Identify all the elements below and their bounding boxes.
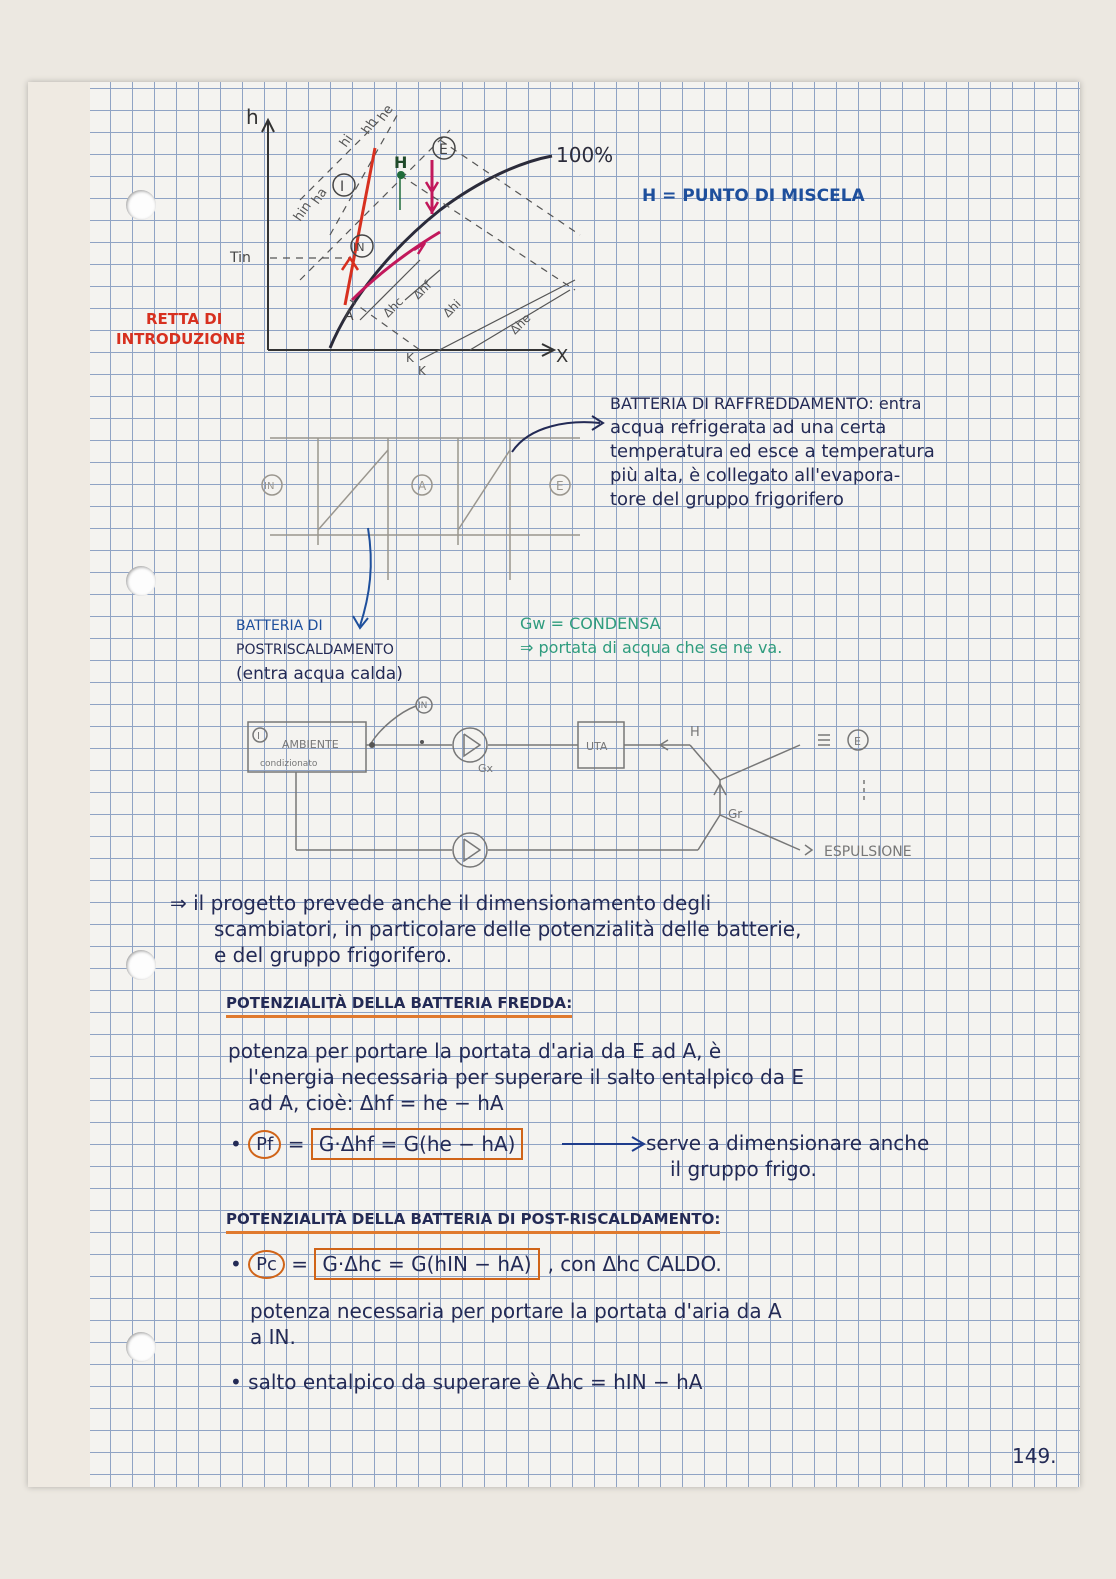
curve-100-label: 100% (556, 143, 614, 167)
h-definition: H = PUNTO DI MISCELA (642, 186, 865, 206)
schema-ambiente-1: AMBIENTE (282, 738, 339, 751)
post-line-3: (entra acqua calda) (236, 664, 403, 684)
he-label: he (374, 102, 397, 125)
pc-desc-line-1: potenza necessaria per portare la portata d'aria da A (250, 1299, 782, 1323)
retta-label-1: RETTA DI (146, 310, 223, 328)
point-in-label: IN (353, 241, 365, 254)
schema-i-label: I (257, 731, 260, 742)
salto-text: salto entalpico da superare è Δhc = hIN − hA (248, 1370, 703, 1394)
schema-gx-label: Gx (478, 762, 494, 775)
ha-label: ha (308, 185, 331, 208)
binder-hole (126, 950, 156, 980)
pc-formula-row: • Pc = G·Δhc = G(hIN − hA) , con Δhc CALDO. (230, 1248, 722, 1280)
pf-arrow (560, 1132, 650, 1158)
hi-label: hi (336, 131, 357, 151)
point-a-label: A (344, 308, 354, 324)
condensa-note (520, 612, 782, 660)
cooling-line-2: acqua refrigerata ad una certa (610, 417, 887, 438)
post-heading: POTENZIALITÀ DELLA BATTERIA DI POST-RISCALDAMENTO: (226, 1210, 720, 1234)
cooling-battery-note (610, 392, 935, 512)
schema-ambiente-2: condizionato (260, 759, 318, 769)
psychrometric-diagram (0, 0, 1116, 420)
schema-e-label: E (854, 735, 861, 748)
pf-symbol: Pf (248, 1130, 281, 1159)
salto-line: • salto entalpico da superare è Δhc = hIN − hA (230, 1370, 703, 1394)
page-number: 149. (1012, 1444, 1057, 1468)
pc-formula: G·Δhc = G(hIN − hA) (314, 1248, 539, 1280)
hh-label: hh (358, 115, 381, 138)
intro-line-2: scambiatori, in particolare delle potenzialità delle batterie, (214, 917, 802, 941)
batt-a-label: A (418, 479, 427, 493)
fredda-bullet (228, 1038, 805, 1116)
fredda-line-3: ad A, cioè: Δhf = he − hA (248, 1091, 504, 1115)
retta-label-2: INTRODUZIONE (116, 330, 246, 348)
pf-note (646, 1130, 929, 1182)
post-heating-note (236, 614, 403, 686)
k2-label: K (418, 364, 426, 378)
x-axis-label: X (556, 346, 569, 367)
batt-in-label: IN (264, 481, 275, 492)
pc-after: , con Δhc CALDO. (547, 1252, 722, 1276)
cooling-line-5: tore del gruppo frigorifero (610, 489, 844, 510)
pf-note-line-1: serve a dimensionare anche (646, 1131, 930, 1155)
pf-formula-row: • Pf = G·Δhf = G(he − hA) (230, 1128, 523, 1160)
fredda-line-1: potenza per portare la portata d'aria da E ad A, è (228, 1039, 722, 1063)
point-e-label: E (439, 142, 448, 158)
pc-description (250, 1298, 782, 1350)
schema-espulsione-label: ESPULSIONE (824, 844, 912, 860)
schema-h-label: H (690, 725, 700, 740)
intro-note (170, 890, 802, 968)
h-axis-label: h (246, 105, 259, 129)
fredda-line-2: l'energia necessaria per superare il salto entalpico da E (248, 1065, 805, 1089)
post-line-2: POSTRISCALDAMENTO (236, 642, 394, 658)
delta-hf-label: Δhf (410, 278, 435, 303)
cooling-line-3: temperatura ed esce a temperatura (610, 441, 935, 462)
intro-line-3: e del gruppo frigorifero. (214, 943, 453, 967)
batt-e-label: E (556, 479, 564, 493)
post-line-1: BATTERIA DI (236, 618, 323, 634)
point-h-label: H (394, 153, 408, 172)
cooling-line-4: più alta, è collegato all'evapora- (610, 465, 901, 486)
fredda-heading: POTENZIALITÀ DELLA BATTERIA FREDDA: (226, 994, 572, 1018)
schema-uta-label: UTA (586, 740, 608, 753)
pf-formula: G·Δhf = G(he − hA) (311, 1128, 524, 1160)
condensa-line-1: Gw = CONDENSA (520, 614, 661, 633)
system-schema (0, 690, 1116, 880)
point-i-label: I (340, 179, 345, 195)
binder-hole (126, 1332, 156, 1362)
schema-gr-label: Gr (728, 807, 743, 821)
k1-label: K (406, 351, 414, 365)
hin-label: hin (290, 199, 315, 225)
enthalpy-lines (270, 110, 580, 350)
schema-in-label: IN (418, 701, 428, 711)
condensa-line-2: ⇒ portata di acqua che se ne va. (520, 638, 783, 657)
delta-hc-label: Δhc (380, 294, 406, 321)
pc-desc-line-2: a IN. (250, 1325, 296, 1349)
delta-h1-label: Δhi (440, 296, 464, 321)
intro-line-1: ⇒ il progetto prevede anche il dimensionamento degli (170, 891, 712, 915)
delta-h2-label: Δhe (507, 310, 534, 338)
pc-symbol: Pc (248, 1250, 285, 1279)
cooling-line-1: BATTERIA DI RAFFREDDAMENTO: entra (610, 394, 922, 413)
t-in-label: Tin (230, 250, 251, 266)
mix-point (397, 171, 405, 179)
pf-note-line-2: il gruppo frigo. (670, 1157, 817, 1181)
